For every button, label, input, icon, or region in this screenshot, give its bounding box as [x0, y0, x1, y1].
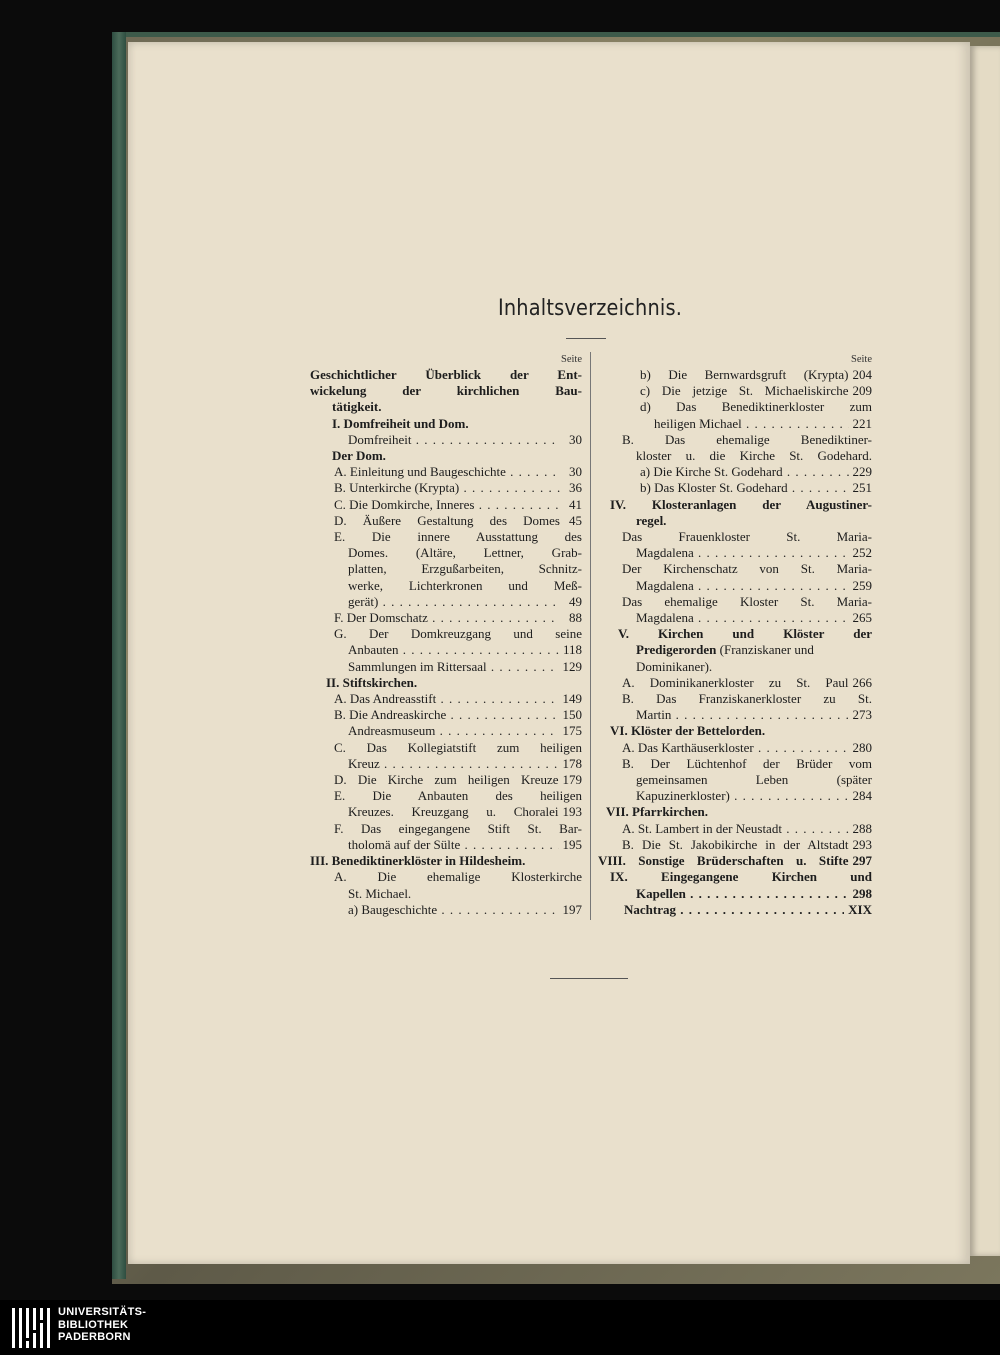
toc-entry-title: regel.: [636, 512, 667, 528]
toc-entry: [598, 513, 872, 529]
toc-entry-page: 150: [562, 707, 582, 723]
toc-entry-line: werke, Lichterkronen und Meß-: [348, 577, 582, 593]
toc-entry-page: 129: [562, 658, 582, 674]
toc-entry-title: VII. Pfarrkirchen.: [606, 804, 708, 820]
toc-entry: [310, 448, 582, 464]
toc-entry-line: IV. Klosteranlagen der Augustiner-: [610, 496, 872, 512]
toc-entry-title: a) Baugeschichte . . .: [348, 902, 559, 918]
toc-entry-page: 118: [562, 642, 582, 658]
column-divider: [590, 352, 591, 920]
library-logo: [10, 1306, 210, 1350]
toc-entry: [598, 788, 872, 804]
toc-entry-title: Dominikaner).: [636, 658, 713, 674]
toc-entry-title: Der Dom.: [332, 448, 386, 464]
toc-entry-title: Kreuzes. Kreuzgang u. Choralei: [348, 804, 559, 820]
toc-entry-line: F. Das eingegangene Stift St. Bar-: [334, 820, 582, 836]
toc-entry-line: Geschichtlicher Überblick der Ent-: [310, 367, 582, 382]
toc-entry-title: c) Die jetzige St. Michaeliskirche: [640, 383, 849, 399]
toc-entry-title: Kapuzinerkloster) . . .: [636, 788, 849, 804]
toc-entry-title: D. Die Kirche zum heiligen Kreuze: [334, 772, 559, 788]
toc-entry-page: 221: [852, 415, 872, 431]
toc-entry: [598, 853, 872, 869]
toc-entry-page: 273: [852, 707, 872, 723]
library-logo-line: BIBLIOTHEK: [58, 1318, 129, 1331]
toc-entry: [598, 837, 872, 853]
toc-entry-bold-part: Predigerorden: [636, 642, 717, 658]
toc-entry: [598, 675, 872, 691]
book-spine: [112, 32, 126, 1279]
library-logo-text: [58, 1306, 208, 1344]
toc-entry-page: 197: [562, 901, 582, 917]
toc-entry: [598, 464, 872, 480]
toc-entry: [310, 837, 582, 853]
toc-entry-title: B. Die Andreaskirche . . .: [334, 707, 559, 723]
toc-entry: [598, 480, 872, 496]
toc-entry: [598, 416, 872, 432]
toc-entry-title: A. Dominikanerkloster zu St. Paul: [622, 674, 849, 690]
toc-entry: [310, 659, 582, 675]
toc-entry-title: A. Das Karthäuserkloster . . .: [622, 740, 849, 756]
toc-entry-title: Predigerorden (Franziskaner und: [636, 642, 814, 658]
library-logo-mark: [10, 1306, 52, 1350]
toc-entry-line: IX. Eingegangene Kirchen und: [610, 869, 872, 885]
toc-entry-line: B. Das ehemalige Benediktiner-: [622, 431, 872, 447]
toc-entry: [310, 642, 582, 658]
toc-entry-line: Das ehemalige Kloster St. Maria-: [622, 593, 872, 609]
toc-entry-title: Magdalena . . .: [636, 545, 849, 561]
toc-entry-page: 88: [569, 610, 582, 626]
seite-label: Seite: [561, 354, 582, 365]
toc-entry: [598, 367, 872, 383]
toc-entry: [310, 723, 582, 739]
toc-entry-line: gemeinsamen Leben (später: [636, 772, 872, 788]
toc-entry-page: 266: [852, 674, 872, 690]
toc-entry-line: E. Die Anbauten des heiligen: [334, 788, 582, 804]
toc-entry-line: Domes. (Altäre, Lettner, Grab-: [348, 545, 582, 561]
toc-entry: [598, 804, 872, 820]
toc-entry: [598, 578, 872, 594]
toc-entry-title: VI. Klöster der Bettelorden.: [610, 723, 766, 739]
toc-entry-page: 36: [569, 480, 582, 496]
toc-entry: [598, 659, 872, 675]
toc-entry: [310, 804, 582, 820]
toc-entry-page: 293: [852, 836, 872, 852]
toc-entry-line: kloster u. die Kirche St. Godehard.: [636, 448, 872, 464]
toc-entry: [310, 902, 582, 918]
toc-entry: [598, 723, 872, 739]
toc-entry-title: heiligen Michael . . .: [654, 416, 849, 432]
toc-entry-page: 179: [562, 772, 582, 788]
toc-entry: [310, 399, 582, 415]
toc-entry: [310, 756, 582, 772]
toc-entry-title: B. Unterkirche (Krypta) . . .: [334, 480, 560, 496]
toc-entry-page: 30: [569, 464, 582, 480]
toc-entry: [310, 772, 582, 788]
toc-entry-line: B. Der Lüchtenhof der Brüder vom: [622, 755, 872, 771]
toc-entry: [598, 707, 872, 723]
toc-entry-title: Domfreiheit . . .: [348, 432, 560, 448]
toc-entry-page: 252: [852, 545, 872, 561]
toc-entry: [598, 902, 872, 918]
toc-left-entries: [310, 367, 582, 918]
toc-entry-title: b) Das Kloster St. Godehard . . .: [640, 480, 849, 496]
toc-entry-line: Der Kirchenschatz von St. Maria-: [622, 561, 872, 577]
toc-entry-page: 193: [562, 804, 582, 820]
toc-entry-line: platten, Erzgußarbeiten, Schnitz-: [348, 561, 582, 577]
toc-entry-title: Andreasmuseum . . .: [348, 723, 559, 739]
toc-entry-title: I. Domfreiheit und Dom.: [332, 415, 469, 431]
toc-entry-line: C. Das Kollegiatstift zum heiligen: [334, 739, 582, 755]
toc-entry-page: 178: [562, 755, 582, 771]
toc-entry-page: XIX: [848, 901, 872, 917]
toc-entry: [310, 464, 582, 480]
toc-entry-title: tholomä auf der Sülte . . .: [348, 837, 559, 853]
toc-entry-line: G. Der Domkreuzgang und seine: [334, 626, 582, 642]
toc-entry-line: B. Das Franziskanerkloster zu St.: [622, 691, 872, 707]
toc-entry-title: Sammlungen im Rittersaal . . .: [348, 659, 559, 675]
toc-entry: [310, 886, 582, 902]
toc-entry: [310, 594, 582, 610]
toc-entry-title: Magdalena . . .: [636, 578, 849, 594]
toc-entry-page: 45: [569, 512, 582, 528]
toc-entry: [598, 740, 872, 756]
toc-entry-page: 175: [562, 723, 582, 739]
facing-page-edge: [970, 46, 1000, 1256]
toc-entry-title: tätigkeit.: [332, 399, 382, 415]
seite-label: Seite: [851, 354, 872, 365]
toc-entry-title: D. Äußere Gestaltung des Domes: [334, 512, 560, 528]
toc-entry: [310, 675, 582, 691]
toc-entry-title: A. Das Andreasstift . . .: [334, 691, 559, 707]
toc-entry-page: 49: [569, 593, 582, 609]
toc-entry: [310, 707, 582, 723]
toc-entry-page: 298: [852, 885, 872, 901]
toc-entry: [310, 853, 582, 869]
toc-entry-title: II. Stiftskirchen.: [326, 674, 418, 690]
library-logo-line: UNIVERSITÄTS-: [58, 1306, 147, 1318]
toc-right-entries: [598, 367, 872, 918]
toc-entry-title: III. Benediktinerklöster in Hildesheim.: [310, 853, 526, 869]
toc-entry-title: a) Die Kirche St. Godehard . . .: [640, 464, 849, 480]
page-title: Inhaltsverzeichnis.: [497, 296, 683, 321]
toc-entry-title: b) Die Bernwardsgruft (Krypta): [640, 367, 849, 382]
toc-entry-title: Kreuz . . .: [348, 756, 559, 772]
toc-entry-page: 265: [852, 610, 872, 626]
toc-entry-page: 297: [852, 853, 872, 869]
toc-entry: [598, 642, 872, 658]
toc-entry-title: C. Die Domkirche, Inneres . . .: [334, 497, 560, 513]
toc-entry-page: 280: [852, 739, 872, 755]
toc-entry-page: 41: [569, 496, 582, 512]
toc-entry-page: 284: [852, 788, 872, 804]
toc-entry: [598, 886, 872, 902]
toc-entry-title: Kapellen . . .: [636, 886, 849, 902]
toc-entry: [310, 480, 582, 496]
toc-left-column: [310, 352, 582, 918]
end-rule: [550, 978, 628, 979]
toc-entry-line: wickelung der kirchlichen Bau-: [310, 383, 582, 399]
toc-entry: [598, 821, 872, 837]
toc-entry: [598, 383, 872, 399]
library-logo-line: PADERBORN: [58, 1331, 131, 1343]
toc-entry-page: 259: [852, 577, 872, 593]
toc-entry-page: 195: [562, 836, 582, 852]
toc-entry-title: Magdalena . . .: [636, 610, 849, 626]
toc-entry: [310, 513, 582, 529]
toc-entry-page: 204: [852, 367, 872, 382]
toc-entry-page: 288: [852, 820, 872, 836]
toc-entry-page: 251: [852, 480, 872, 496]
toc-entry-title: VIII. Sonstige Brüderschaften u. Stifte: [598, 853, 849, 869]
toc-entry-page: 149: [562, 691, 582, 707]
toc-entry-line: V. Kirchen und Klöster der: [618, 626, 872, 642]
toc-entry-line: d) Das Benediktinerkloster zum: [640, 399, 872, 415]
toc-entry-title: A. St. Lambert in der Neustadt . . .: [622, 821, 849, 837]
toc-entry-title: B. Die St. Jakobikirche in der Altstadt: [622, 836, 849, 852]
toc-entry-title: F. Der Domschatz . . .: [334, 610, 560, 626]
toc-entry: [310, 432, 582, 448]
toc-right-column: [598, 352, 872, 918]
toc-entry-title: A. Einleitung und Baugeschichte . . .: [334, 464, 560, 480]
toc-entry-title: Nachtrag . . .: [624, 902, 844, 918]
toc-entry: [310, 416, 582, 432]
toc-entry-line: Das Frauenkloster St. Maria-: [622, 529, 872, 545]
toc-entry: [310, 497, 582, 513]
toc-entry-title: St. Michael.: [348, 885, 412, 901]
toc-entry: [598, 610, 872, 626]
toc-entry-line: E. Die innere Ausstattung des: [334, 529, 582, 545]
toc-entry-page: 30: [569, 431, 582, 447]
toc-entry: [598, 545, 872, 561]
toc-entry: [310, 691, 582, 707]
toc-entry-title: gerät) . . .: [348, 594, 560, 610]
toc-entry-line: A. Die ehemalige Klosterkirche: [334, 869, 582, 885]
title-rule: [566, 338, 606, 339]
toc-entry-page: 229: [852, 464, 872, 480]
toc-entry-title: Martin . . .: [636, 707, 849, 723]
toc-entry-title: Anbauten . . .: [348, 642, 559, 658]
toc-entry: [310, 610, 582, 626]
toc-entry-page: 209: [852, 383, 872, 399]
